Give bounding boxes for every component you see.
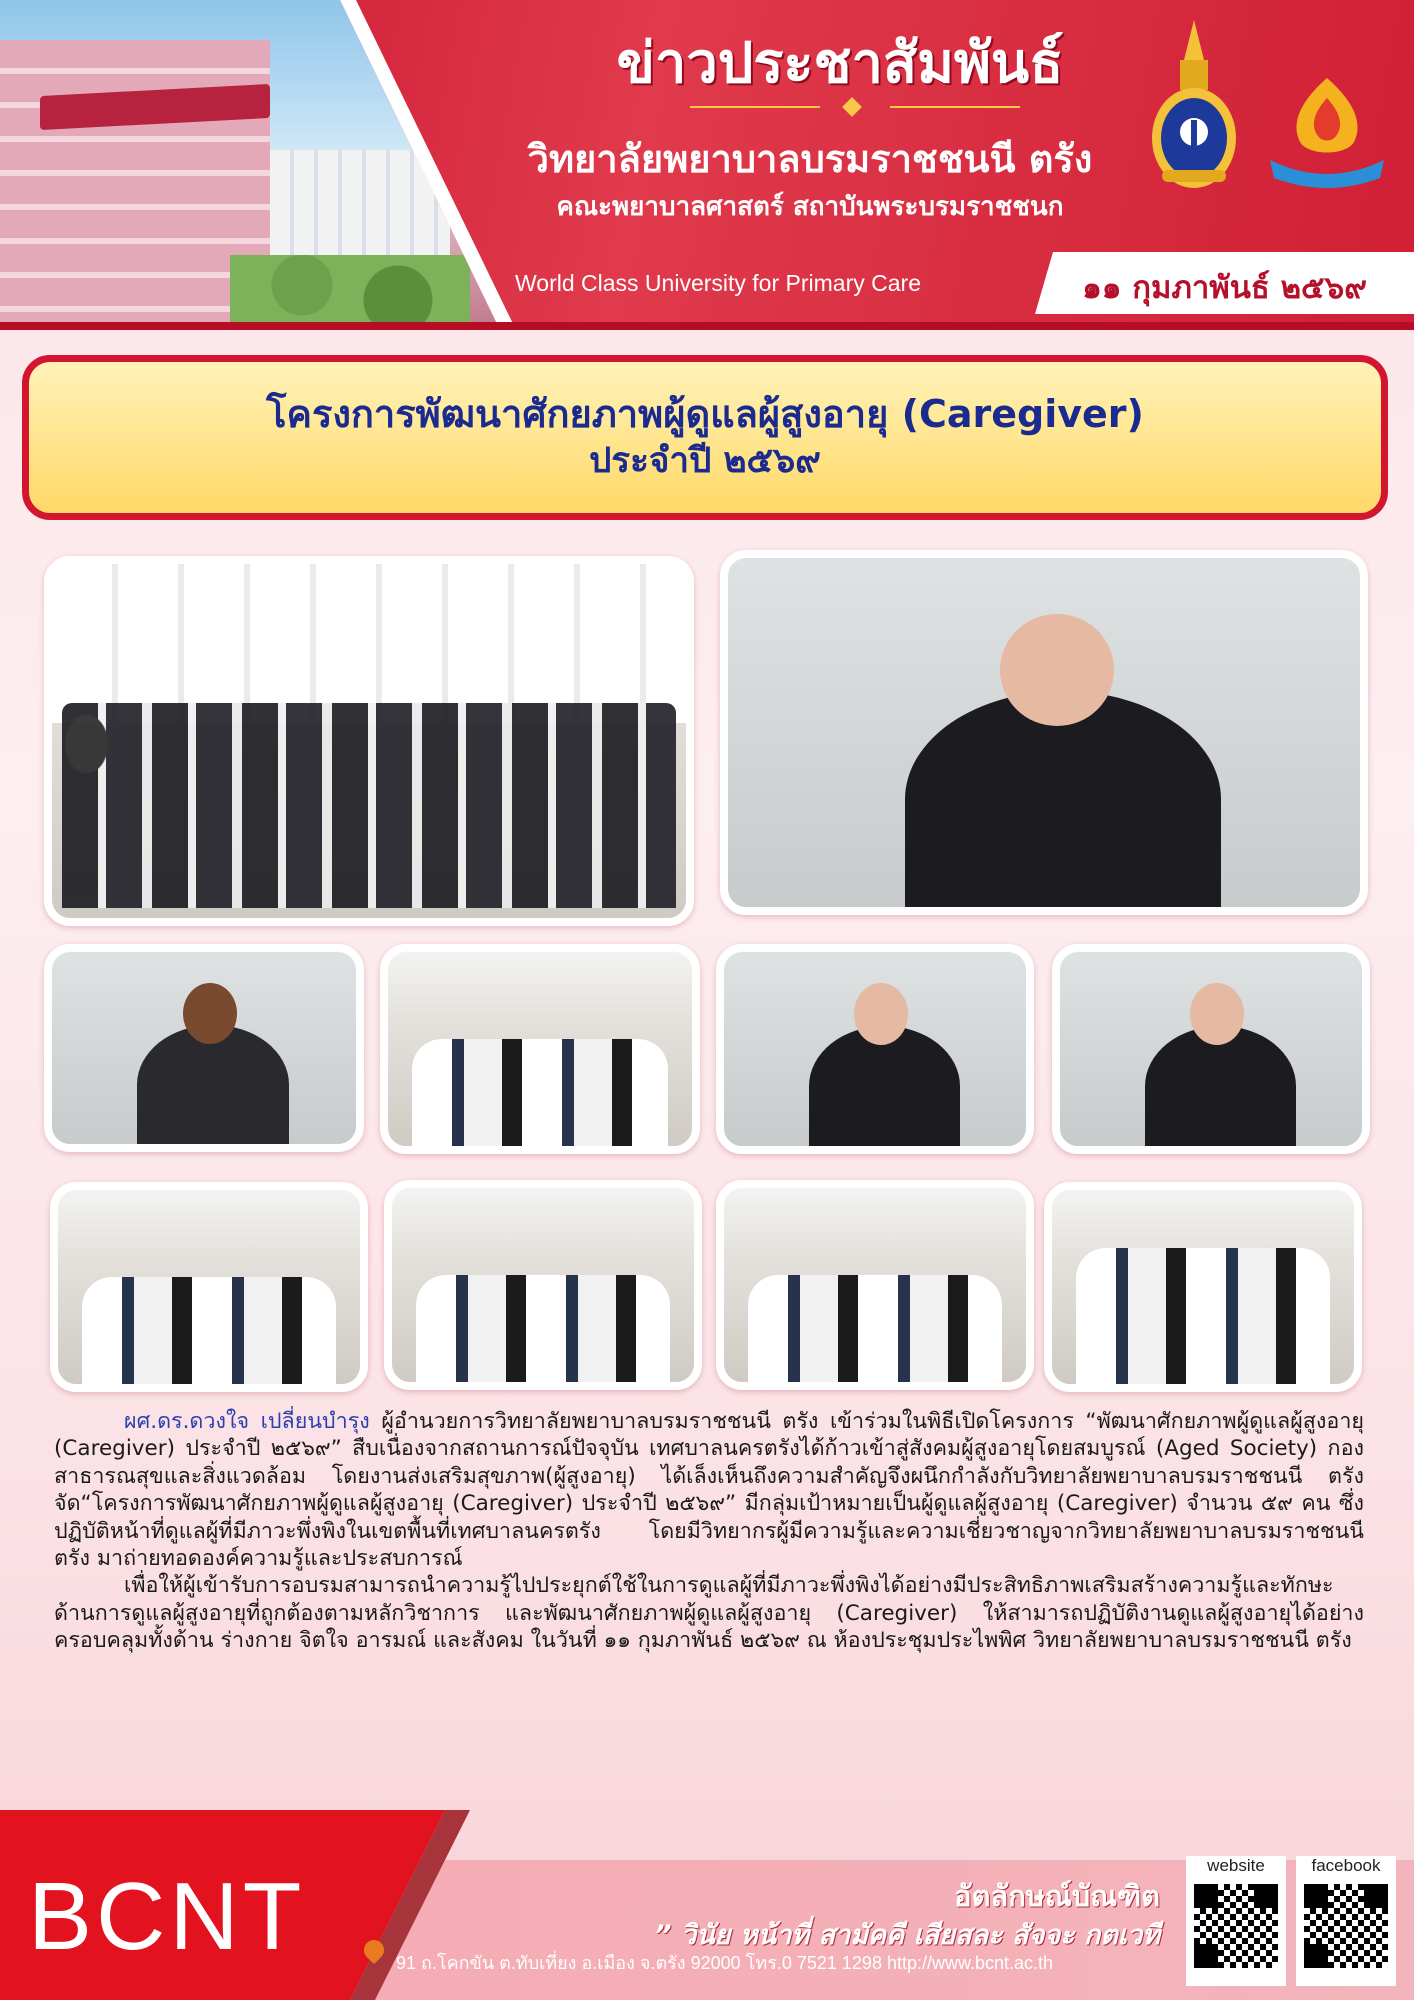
photo-participants-4 — [716, 1180, 1034, 1390]
college-logo-icon — [1262, 70, 1392, 195]
motto: ” วินัย หน้าที่ สามัคคี เสียสละ สัจจะ กตเวที — [654, 1920, 1160, 1951]
qr-facebook-label: facebook — [1311, 1856, 1381, 1875]
speaker-head — [854, 983, 908, 1045]
seated-participants — [748, 1275, 1002, 1382]
photo-participants-3 — [384, 1180, 702, 1390]
seated-participants — [82, 1277, 336, 1384]
royal-emblem-icon — [1150, 20, 1238, 195]
article-paragraph-1: ผศ.ดร.ดวงใจ เปลี่ยนบำรุง ผู้อำนวยการวิทยาลัยพยาบาลบรมราชชนนี ตรัง เข้าร่วมในพิธีเปิดโครงการ “พัฒนาศักยภาพผู้ดูแลผู้สูงอายุ (Caregiver) ประจำปี ๒๕๖๙” สืบเนื่องจากสถานการณ์ปัจจุบัน เทศบาลนครตรังได้ก้าวเข้าสู่สังคมผู้สูงอายุโดยสมบูรณ์ (Aged Society) กองสาธารณสุขและสิ่งแวดล้อม โดยงานส่งเสริมสุขภาพ(ผู้สูงอายุ) ได้เล็งเห็นถึงความสำคัญจึงผนึกกำลังกับวิทยาลัยพยาบาลบรมราชชนนี ตรัง จัด“โครงการพัฒนาศักยภาพผู้ดูแลผู้สูงอายุ (Caregiver) ประจำปี ๒๕๖๙” มีกลุ่มเป้าหมายเป็นผู้ดูแลผู้สูงอายุ (Caregiver) จำนวน ๕๙ คน ซึ่งปฏิบัติหน้าที่ดูแลผู้ที่มีภาวะพึ่งพิงในเขตพื้นที่เทศบาลนครตรัง โดยมีวิทยากรผู้มีความรู้และความเชี่ยวชาญจากวิทยาลัยพยาบาลบรมราชชนนี ตรัง มาถ่ายทอดองค์ความรู้และประสบการณ์ — [54, 1409, 1365, 1572]
article-paragraph-2: เพื่อให้ผู้เข้ารับการอบรมสามารถนำความรู้ไปประยุกต์ใช้ในการดูแลผู้ที่มีภาวะพึ่งพิงได้อย่างมีประสิทธิภาพเสริมสร้างความรู้และทักษะด้านการดูแลผู้สูงอายุที่ถูกต้องตามหลักวิชาการ และพัฒนาศักยภาพผู้ดูแลผู้สูงอายุ (Caregiver) ให้สามารถปฏิบัติงานดูแลผู้สูงอายุได้อย่างครอบคลุมทั้งด้าน ร่างกาย จิตใจ อารมณ์ และสังคม ในวันที่ ๑๑ กุมภาพันธ์ ๒๕๖๙ ณ ห้องประชุมประไพพิศ วิทยาลัยพยาบาลบรมราชชนนี ตรัง — [54, 1573, 1364, 1654]
photo-facilitator — [716, 944, 1034, 1154]
bcnt-logo: BCNT — [28, 1863, 306, 1970]
group-of-attendees — [62, 703, 676, 908]
article-body — [54, 1408, 1364, 1655]
publish-date: ๑๑ กุมภาพันธ์ ๒๕๖๙ — [1082, 270, 1367, 306]
contact-address: 91 ถ.โคกขัน ต.ทับเที่ยง อ.เมือง จ.ตรัง 92000 โทร.0 7521 1298 http://www.bcnt.ac.th — [396, 1953, 1054, 1973]
seated-participants — [416, 1275, 670, 1382]
headline-line-1: โครงการพัฒนาศักยภาพผู้ดูแลผู้สูงอายุ (Caregiver) — [266, 392, 1144, 436]
photo-speaker-woman — [44, 944, 364, 1152]
trees — [230, 255, 470, 330]
qr-code-icon — [1194, 1884, 1278, 1968]
qr-code-icon — [1304, 1884, 1388, 1968]
seated-participants — [412, 1039, 667, 1146]
photo-participants-1 — [380, 944, 700, 1154]
photo-training-room — [1044, 1182, 1362, 1392]
page-title: ข่าวประชาสัมพันธ์ — [616, 30, 1064, 96]
photo-participants-2 — [50, 1182, 368, 1392]
qr-website-label: website — [1207, 1856, 1265, 1875]
header-banner — [0, 0, 1414, 330]
slogan: World Class University for Primary Care — [515, 270, 921, 296]
faculty-name: คณะพยาบาลศาสตร์ สถาบันพระบรมราชชนก — [556, 192, 1064, 222]
speaker-head — [183, 983, 238, 1044]
motto-title: อัตลักษณ์บัณฑิต — [954, 1879, 1160, 1913]
college-name: วิทยาลัยพยาบาลบรมราชชนนี ตรัง — [527, 137, 1093, 181]
qr-facebook[interactable] — [1296, 1856, 1396, 1986]
photo-speaker-man — [1052, 944, 1370, 1154]
qr-website[interactable] — [1186, 1856, 1286, 1986]
photo-opening-speaker — [720, 550, 1368, 915]
headline-box — [22, 355, 1388, 520]
speaker-head — [1000, 614, 1114, 726]
headline-line-2: ประจำปี ๒๕๖๙ — [589, 441, 821, 481]
director-name: ผศ.ดร.ดวงใจ เปลี่ยนบำรุง — [124, 1409, 370, 1434]
speaker-head — [1190, 983, 1244, 1045]
photo-group-portrait — [44, 556, 694, 926]
seated-participants — [1076, 1248, 1330, 1384]
title-ornament — [690, 100, 1020, 114]
